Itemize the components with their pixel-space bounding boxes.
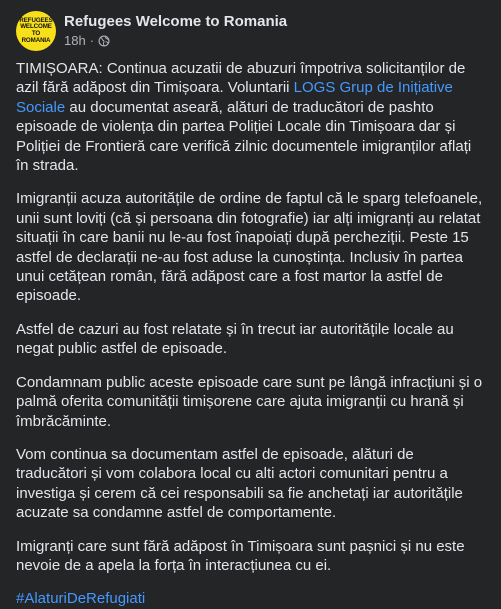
paragraph-1-text-before: TIMIȘOARA: Continua acuzatii de abuzuri împotriva solicitanților de azil fără adăpost din Timișoara. Voluntarii [16,60,466,97]
paragraph-1-text-after: au documentat aseară, alături de traducători de pashto episoade de violența din partea Poliției Locale din Timișoara dar și Poliției de Frontieră care verifică zilnic documentele imigranților aflați în strada. [16,98,472,175]
post-meta [64,32,287,50]
post-paragraph-6: Imigranți care sunt fără adăpost în Timișoara sunt pașnici și nu este nevoie de a apela la forța în interacțiunea cu ei. [16,537,465,574]
avatar-line-1: REFUGEES [19,16,53,24]
page-avatar[interactable] [16,11,56,51]
post-paragraph-2: Imigranții acuza autoritățile de ordine de faptul că le sparg telefoanele, unii sunt loviți (că și persoana din fotografie) iar alți imigranți au relatat situații în care banii nu le-au fost înapoiați după percheziții. Peste 15 astfel de declarații ne-au fost aduse la cunoștința. Inclusiv în partea unui cetățean român, fără adăpost care a fost martor la astfel de episoade. [16,190,483,305]
post-hashtag-line [16,589,485,608]
avatar-line-3: TO [31,30,41,37]
logs-group-link[interactable]: LOGS Grup de Inițiative Sociale [16,79,453,116]
post-paragraph-5: Vom continua sa documentam astfel de episoade, alături de traducători și vom colabora local cu alti actori comunitari pentru a investiga și cerem că cei responsabili sa fie anchetați iar autoritățile acuzate sa condamne astfel de comportamente. [16,445,463,522]
hashtag-link[interactable]: #AlaturiDeRefugiati [16,590,146,608]
globe-icon[interactable] [98,35,110,47]
meta-separator: · [89,33,95,48]
avatar-line-2: WELCOME [20,23,52,31]
post-header [16,0,485,50]
post-paragraph-4: Condamnam public aceste episoade care sunt pe lângă infracțiuni și o palmă oferita comunității timișorene care ajuta imigranții cu hrană și îmbrăcăminte. [16,373,483,430]
post-timestamp[interactable]: 18h [64,33,86,48]
post-header-text [64,12,287,50]
avatar-line-4: ROMANIA [21,36,51,44]
post-paragraph-1 [16,59,485,175]
page-name-link[interactable]: Refugees Welcome to Romania [64,13,288,30]
post-body [16,59,485,609]
post-paragraph-3: Astfel de cazuri au fost relatate și în trecut iar autoritățile locale au negat public astfel de episoade. [16,320,454,358]
